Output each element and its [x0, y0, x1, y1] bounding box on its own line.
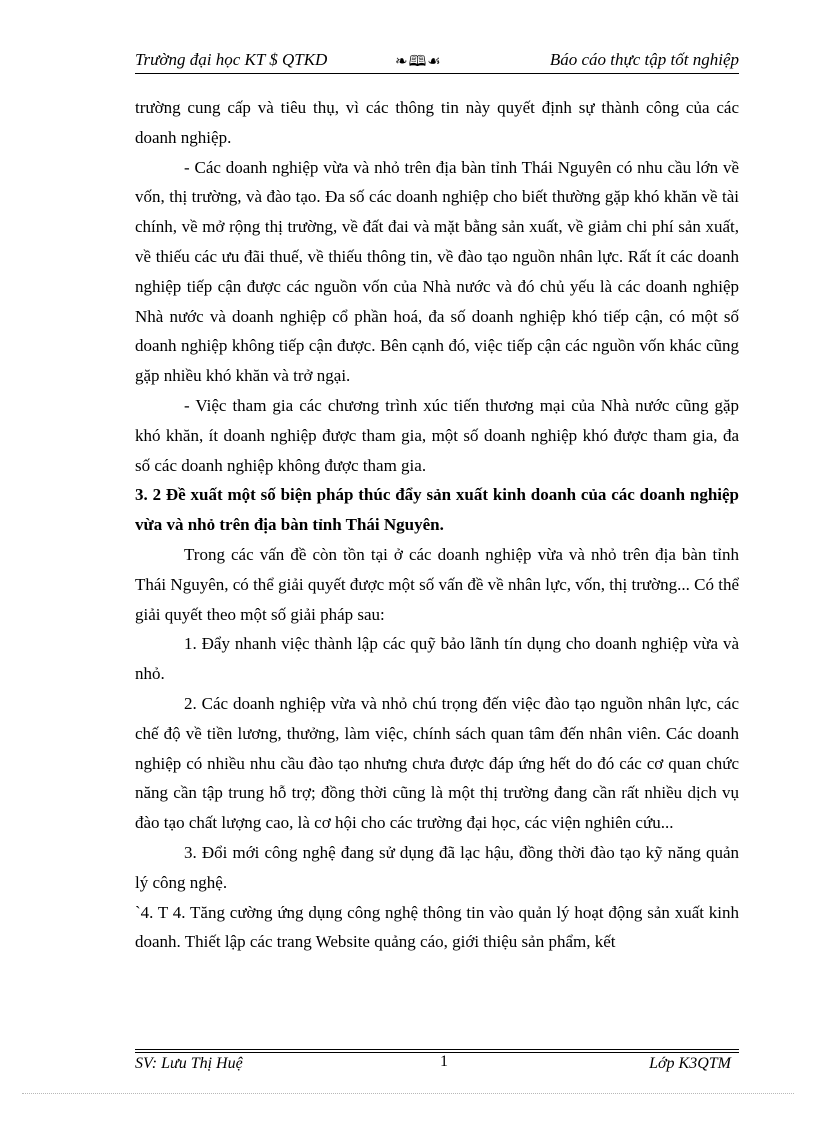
header-school: Trường đại học KT $ QTKD [135, 50, 328, 69]
solution-3: 3. Đổi mới công nghệ đang sử dụng đã lạc hậu, đồng thời đào tạo kỹ năng quản lý công nghệ. [135, 842, 739, 892]
paragraph-needs: - Các doanh nghiệp vừa và nhỏ trên địa bàn tỉnh Thái Nguyên có nhu cầu lớn về vốn, thị trường, và đào tạo. Đa số các doanh nghiệp cho biết thường gặp khó khăn về tài chính, về mở rộng thị trường, về đất đai và mặt bằng sản xuất, về giảm chi phí sản xuất, về thiếu các ưu đãi thuế, về thiếu thông tin, về đào tạo nguồn nhân lực. Rất ít các doanh nghiệp tiếp cận được các nguồn vốn của Nhà nước và đó chủ yếu là các doanh nghiệp Nhà nước và doanh nghiệp cổ phần hoá, đa số doanh nghiệp khó tiếp cận, có một số doanh nghiệp không tiếp cận được. Bên cạnh đó, việc tiếp cận các nguồn vốn khác cũng gặp nhiều khó khăn và trở ngại. [135, 157, 739, 386]
solution-2: 2. Các doanh nghiệp vừa và nhỏ chú trọng đến việc đào tạo nguồn nhân lực, các chế độ về tiền lương, thưởng, làm việc, chính sách quan tâm đến nhân viên. Các doanh nghiệp có nhiều nhu cầu đào tạo nhưng chưa được đáp ứng hết do đó các cơ quan chức năng cần tập trung hỗ trợ; đồng thời cũng là một thị trường đang cần rất nhiều dịch vụ đào tạo chất lượng cao, là cơ hội cho các trường đại học, các viện nghiên cứu... [135, 693, 739, 833]
header-rule [135, 73, 739, 74]
paragraph-trade-promotion: - Việc tham gia các chương trình xúc tiến thương mại của Nhà nước cũng gặp khó khăn, ít doanh nghiệp được tham gia, một số doanh nghiệp khó được tham gia, đa số các doanh nghiệp không được tham gia. [135, 395, 739, 475]
paragraph-intro: Trong các vấn đề còn tồn tại ở các doanh nghiệp vừa và nhỏ trên địa bàn tỉnh Thái Nguyên, có thể giải quyết được một số vấn đề về nhân lực, vốn, thị trường... Có thể giải quyết theo một số giải pháp sau: [135, 544, 739, 624]
document-body [135, 93, 739, 957]
paragraph-continuation: trường cung cấp và tiêu thụ, vì các thông tin này quyết định sự thành công của các doanh nghiệp. [135, 98, 739, 147]
footer-rule-thin [135, 1052, 739, 1053]
section-heading: 3. 2 Đề xuất một số biện pháp thúc đẩy sản xuất kinh doanh của các doanh nghiệp vừa và nhỏ trên địa bàn tỉnh Thái Nguyên. [135, 485, 739, 535]
footer-class: Lớp K3QTM [649, 1055, 731, 1072]
solution-1: 1. Đẩy nhanh việc thành lập các quỹ bảo lãnh tín dụng cho doanh nghiệp vừa và nhỏ. [135, 634, 739, 684]
header-report-title: Báo cáo thực tập tốt nghiệp [549, 50, 739, 69]
footer-rule [135, 1049, 739, 1050]
page-number: 1 [440, 1053, 448, 1070]
header-ornament: ❧🕮☙ [395, 54, 442, 70]
page-header [135, 50, 739, 74]
footer-student: SV: Lưu Thị Huệ [135, 1055, 243, 1072]
solution-4: `4. T 4. Tăng cường ứng dụng công nghệ thông tin vào quản lý hoạt động sản xuất kinh doanh. Thiết lập các trang Website quảng cáo, giới thiệu sản phẩm, kết [135, 902, 739, 952]
page-footer [135, 1055, 739, 1079]
page-bottom-dotted-line [22, 1093, 794, 1094]
